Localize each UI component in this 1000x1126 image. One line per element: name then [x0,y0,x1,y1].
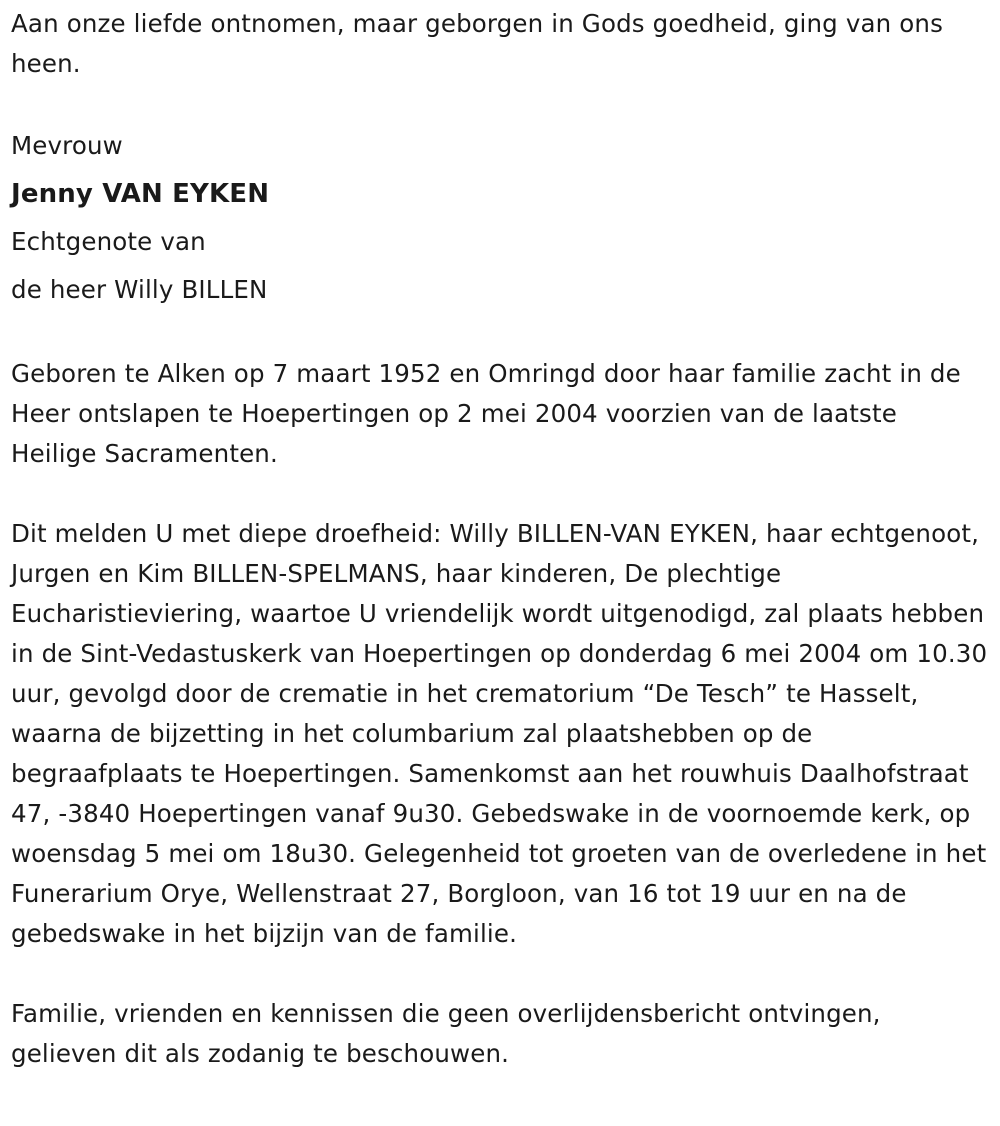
spacer [11,84,988,124]
spouse-relation: Echtgenote van [11,227,206,256]
closing-text: Familie, vrienden en kennissen die geen overlijdensbericht ontvingen, gelieven dit als zodanig te beschouwen. [11,999,881,1068]
spacer [11,314,988,354]
deceased-name: Jenny VAN EYKEN [11,179,270,209]
salutation: Mevrouw [11,131,123,160]
spouse-name: de heer Willy BILLEN [11,275,268,304]
intro-text: Aan onze liefde ontnomen, maar geborgen in Gods goedheid, ging van ons heen. [11,9,943,78]
spacer [11,474,988,514]
birth-death-text: Geboren te Alken op 7 maart 1952 en Omringd door haar familie zacht in de Heer ontslapen te Hoepertingen op 2 mei 2004 voorzien van de laatste Heilige Sacramenten. [11,359,961,468]
announcement-text: Dit melden U met diepe droefheid: Willy BILLEN-VAN EYKEN, haar echtgenoot, Jurgen en Kim BILLEN-SPELMANS, haar kinderen, De plechtige Eucharistieviering, waartoe U vriendelijk wordt uitgenodigd, zal plaats hebben in de Sint-Vedastuskerk van Hoepertingen op donderdag 6 mei 2004 om 10.30 uur, gevolgd door de crematie in het crematorium “De Tesch” te Hasselt, waarna de bijzetting in het columbarium zal plaatshebben op de begraafplaats te Hoepertingen. Samenkomst aan het rouwhuis Daalhofstraat 47, -3840 Hoepertingen vanaf 9u30. Gebedswake in de voornoemde kerk, op woensdag 5 mei om 18u30. Gelegenheid tot groeten van de overledene in het Funerarium Orye, Wellenstraat 27, Borgloon, van 16 tot 19 uur en na de gebedswake in het bijzijn van de familie. [11,519,988,948]
deceased-block [11,122,988,314]
spacer [11,954,988,994]
